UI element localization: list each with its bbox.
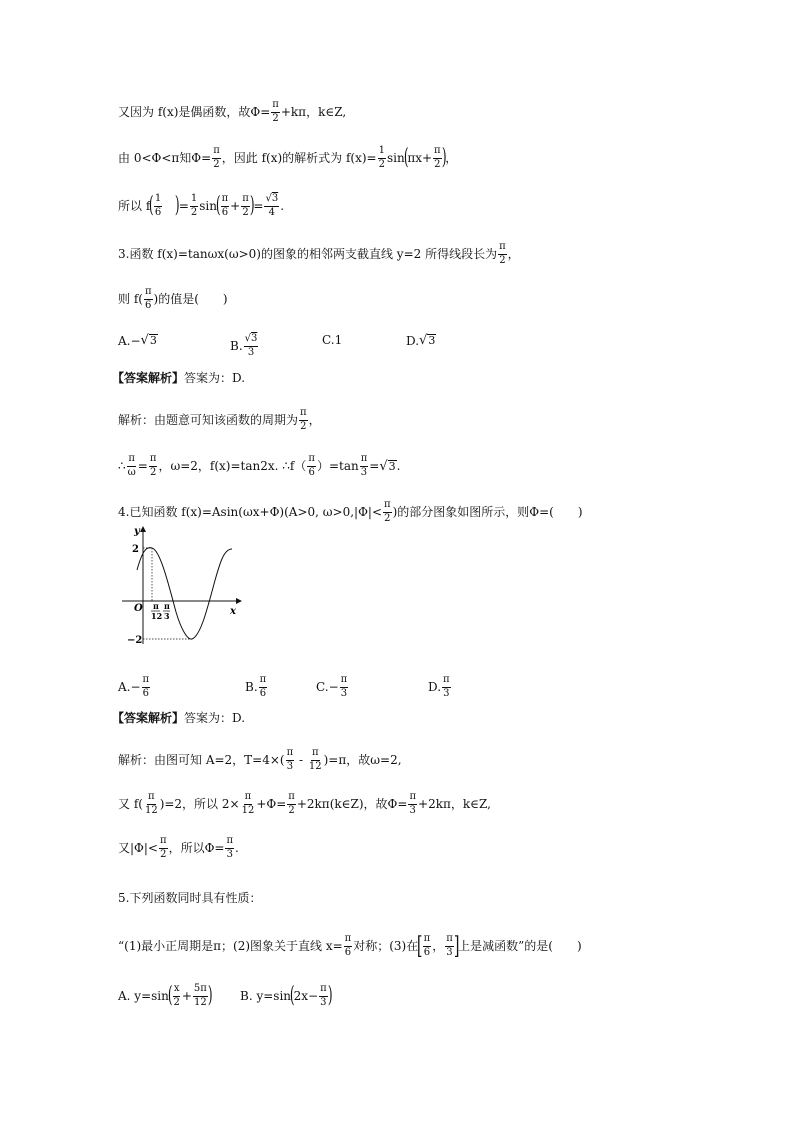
denominator: 12: [193, 996, 207, 1008]
text: D.: [406, 333, 420, 348]
right-paren: ): [441, 145, 447, 170]
denominator: 6: [308, 466, 315, 478]
question-3-cont: [118, 287, 228, 311]
solution-line-3: [118, 194, 284, 218]
fraction-pi-2: [271, 100, 280, 124]
denominator: 2: [173, 996, 180, 1008]
text: A. y=sin: [118, 989, 169, 1003]
text: 2x−: [293, 989, 319, 1003]
question-3-option-b: [230, 334, 259, 358]
denominator: 12: [241, 804, 255, 816]
left-bracket: [: [417, 932, 423, 960]
numerator: 5π: [193, 984, 208, 997]
fraction-pi-2: [241, 194, 250, 218]
text: .: [396, 459, 401, 473]
fraction-5pi-12: [193, 984, 208, 1008]
numerator: π: [383, 500, 392, 513]
text: +2kπ(k∈Z)，故Φ=: [296, 797, 408, 811]
text: ，ω=2，f(x)=tan2x. ∴f（: [158, 459, 307, 473]
right-paren: ): [207, 983, 213, 1008]
text: =: [253, 199, 264, 213]
fraction-pi-6: [221, 194, 230, 218]
numerator: π: [423, 934, 432, 947]
text: 4.已知函数 f(x)=Asin(ωx+Φ)(A>0, ω>0,|Φ|<: [118, 505, 383, 519]
denominator: 3: [443, 687, 450, 699]
text: C.1: [322, 333, 343, 347]
numerator: π: [433, 146, 442, 159]
denominator: 2: [384, 512, 391, 524]
text: 解析：由题意可知该函数的周期为: [118, 413, 299, 427]
numerator: √3: [244, 334, 259, 347]
numerator: √3: [264, 194, 279, 207]
denominator: 2: [434, 158, 441, 170]
sqrt: √ 3: [379, 458, 396, 474]
denominator: 2: [213, 158, 220, 170]
fraction-pi-3: [360, 454, 369, 478]
denominator: 2: [378, 158, 385, 170]
denominator: 2: [160, 848, 167, 860]
numerator: π: [221, 194, 230, 207]
denominator: 3: [409, 804, 416, 816]
text: sin: [199, 199, 217, 213]
solution-3-line-2: [118, 454, 400, 478]
fraction-pi-2: [159, 836, 168, 860]
denominator: 3: [446, 946, 453, 958]
right-paren: ): [175, 193, 180, 218]
text: B.: [230, 339, 243, 353]
denominator: 2: [242, 206, 249, 218]
text: +: [181, 989, 192, 1003]
fraction-pi-12: [144, 792, 159, 816]
denominator: 6: [344, 946, 352, 958]
fraction-pi-6: [307, 454, 316, 478]
denominator: ω: [127, 466, 136, 478]
fraction-pi-12: [308, 748, 323, 772]
numerator: π: [340, 675, 349, 688]
denominator: 2: [499, 254, 506, 266]
text: A.−: [118, 333, 141, 348]
question-4: [118, 500, 583, 524]
y-axis-arrow: [140, 526, 146, 532]
numerator: π: [271, 100, 280, 113]
text: =: [178, 199, 189, 213]
text: C.−: [316, 680, 339, 694]
question-4-option-b: [245, 675, 268, 699]
answer-3: [112, 372, 245, 384]
denominator: 3: [226, 848, 233, 860]
text: 解析：由图可知 A=2，T=4×(: [118, 753, 285, 767]
x-tick-pi3-num: π: [164, 601, 170, 611]
numerator: π: [244, 792, 253, 805]
solution-4-line-2: [118, 792, 491, 816]
text: 又|Φ|<: [118, 841, 158, 855]
question-3-option-a: [118, 334, 158, 347]
text: ，所以Φ=: [168, 841, 225, 855]
fraction-pi-12: [241, 792, 256, 816]
denominator: 6: [259, 687, 267, 699]
numerator: π: [159, 836, 168, 849]
x-tick-pi12-den: 12: [151, 611, 163, 621]
denominator: 3: [340, 687, 348, 699]
numerator: π: [344, 934, 353, 947]
fraction-1-2: [378, 146, 386, 170]
numerator: π: [127, 454, 136, 467]
origin-label: O: [134, 603, 143, 614]
fraction-1-2: [190, 194, 198, 218]
denominator: 6: [423, 946, 431, 958]
fraction-pi-3: [225, 836, 234, 860]
text: 所以 f: [118, 199, 151, 213]
text: )的部分图象如图所示，则Φ=( ): [392, 505, 583, 519]
right-paren: ): [249, 193, 255, 218]
left-paren: (: [289, 983, 295, 1008]
numerator: π: [212, 146, 221, 159]
sine-graph: [118, 522, 248, 652]
numerator: π: [360, 454, 369, 467]
text: -: [295, 753, 307, 767]
question-4-option-d: [428, 675, 452, 699]
denominator: 6: [221, 206, 229, 218]
text: ∴: [118, 459, 126, 473]
numerator: π: [149, 454, 158, 467]
numerator: π: [225, 836, 234, 849]
fraction-x-2: [172, 984, 180, 1008]
text: +kπ，k∈Z,: [280, 105, 347, 119]
denominator: 2: [288, 804, 295, 816]
denominator: 6: [145, 299, 152, 311]
x-label: x: [230, 606, 236, 617]
text: +: [230, 199, 241, 213]
x-tick-pi12-num: π: [153, 601, 159, 611]
numerator: 1: [190, 194, 198, 207]
text: )=π，故ω=2,: [323, 753, 402, 767]
denominator: 6: [154, 206, 162, 218]
y-label: y: [134, 526, 140, 537]
denominator: 4: [268, 206, 276, 218]
text: .: [280, 199, 285, 213]
text: 答案为：D.: [184, 371, 246, 385]
text: 上是减函数”的是( ): [458, 939, 582, 953]
denominator: 3: [286, 760, 294, 772]
fraction-pi-2: [212, 146, 221, 170]
sqrt: √ 3: [419, 333, 436, 348]
numerator: π: [286, 748, 295, 761]
numerator: π: [445, 934, 454, 947]
x-axis-arrow: [236, 598, 242, 604]
left-paren: (: [167, 983, 173, 1008]
left-paren: (: [215, 193, 221, 218]
text: ）=tan: [316, 459, 359, 473]
fraction-pi-6: [344, 934, 353, 958]
numerator: x: [173, 984, 181, 997]
fraction-pi-2: [383, 500, 392, 524]
fraction-1-6: [154, 194, 162, 218]
fraction-sqrt3-4: [264, 194, 279, 218]
numerator: π: [299, 408, 308, 421]
text: ，: [445, 151, 458, 165]
fraction-sqrt3-3: [244, 334, 259, 358]
solution-4-line-3: [118, 836, 239, 860]
denominator: 3: [247, 346, 255, 358]
sine-curve: [137, 548, 232, 639]
denominator: 2: [300, 420, 307, 432]
right-bracket: ]: [453, 932, 460, 960]
question-3-option-c: [322, 334, 342, 346]
question-5-option-a: [118, 984, 211, 1008]
text: 则 f(: [118, 292, 143, 306]
denominator: 6: [142, 687, 150, 699]
text: =: [369, 459, 380, 473]
denominator: 2: [149, 466, 157, 478]
solution-3-line-1: [118, 408, 321, 432]
question-4-option-c: [316, 675, 349, 699]
numerator: π: [311, 748, 320, 761]
question-5-properties: [118, 934, 582, 958]
numerator: π: [147, 792, 156, 805]
text: sin: [386, 151, 405, 165]
solution-line-2: [118, 146, 457, 170]
fraction-pi-2: [299, 408, 308, 432]
text: 由 0<Φ<π知Φ=: [118, 151, 212, 165]
radicand: 3: [251, 333, 258, 344]
answer-tag: 【答案解析】: [112, 371, 185, 385]
numerator: π: [241, 194, 250, 207]
numerator: π: [144, 287, 153, 300]
numerator: π: [307, 454, 316, 467]
question-5-option-b: [240, 984, 331, 1008]
numerator: π: [498, 242, 507, 255]
text: =: [137, 459, 148, 473]
numerator: π: [319, 984, 328, 997]
left-paren: (: [403, 145, 409, 170]
text: 又因为 f(x)是偶函数，故Φ=: [118, 105, 271, 119]
radicand: 3: [388, 459, 396, 473]
text: πx+: [407, 151, 433, 165]
fraction-pi-6: [144, 287, 153, 311]
denominator: 2: [272, 112, 279, 124]
radicand: 3: [428, 334, 436, 348]
text: 3.函数 f(x)=tanωx(ω>0)的图象的相邻两支截直线 y=2 所得线段长为: [118, 247, 498, 261]
numerator: 1: [154, 194, 162, 207]
y-tick-neg2: −2: [127, 635, 143, 646]
question-5: [118, 892, 261, 904]
fraction-pi-3: [286, 748, 295, 772]
denominator: 3: [360, 466, 368, 478]
denominator: 3: [320, 996, 327, 1008]
numerator: π: [259, 675, 268, 688]
text: 5.下列函数同时具有性质：: [118, 891, 262, 905]
numerator: π: [442, 675, 451, 688]
fraction-pi-6: [423, 934, 432, 958]
fraction-pi-omega: [127, 454, 137, 478]
fraction-pi-3: [445, 934, 454, 958]
radicand: 3: [271, 193, 279, 204]
text: )=2，所以 2×: [159, 797, 240, 811]
y-tick-2: 2: [132, 544, 139, 555]
answer-4: [112, 712, 245, 724]
text: “(1)最小正周期是π；(2)图象关于直线 x=: [118, 939, 343, 953]
text: B. y=sin: [240, 989, 292, 1003]
question-3: [118, 242, 520, 266]
text: B.: [245, 680, 258, 694]
numerator: 1: [378, 146, 386, 159]
question-3-option-d: [406, 334, 436, 347]
numerator: π: [142, 675, 151, 688]
text: A.−: [118, 680, 141, 694]
text: 答案为：D.: [184, 711, 246, 725]
text: ，: [507, 247, 520, 261]
text: 对称；(3)在: [353, 939, 419, 953]
left-paren: (: [149, 193, 154, 218]
fraction-pi-3: [442, 675, 451, 699]
sqrt: √ 3: [140, 333, 157, 348]
fraction-pi-2: [433, 146, 442, 170]
fraction-pi-2: [498, 242, 507, 266]
fraction-pi-3: [340, 675, 349, 699]
text: +2kπ，k∈Z,: [418, 797, 491, 811]
text: D.: [428, 680, 442, 694]
text: 又 f(: [118, 797, 143, 811]
denominator: 12: [308, 760, 322, 772]
denominator: 2: [190, 206, 198, 218]
fraction-pi-2: [287, 792, 296, 816]
question-4-option-a: [118, 675, 151, 699]
answer-tag: 【答案解析】: [112, 711, 185, 725]
text: .: [235, 841, 239, 855]
solution-line-1: [118, 100, 346, 124]
numerator: π: [408, 792, 417, 805]
text: ，因此 f(x)的解析式为 f(x)=: [221, 151, 377, 165]
text: ，: [308, 413, 321, 427]
text: ，: [432, 939, 445, 953]
fraction-pi-6: [259, 675, 268, 699]
right-paren: ): [327, 983, 333, 1008]
numerator: π: [287, 792, 296, 805]
x-tick-pi3-den: 3: [164, 611, 170, 621]
fraction-pi-6: [142, 675, 151, 699]
fraction-pi-3: [319, 984, 328, 1008]
fraction-pi-2: [149, 454, 158, 478]
fraction-pi-3: [408, 792, 417, 816]
radicand: 3: [149, 334, 157, 348]
text: +Φ=: [256, 797, 287, 811]
text: )的值是( ): [153, 292, 228, 306]
solution-4-line-1: [118, 748, 402, 772]
denominator: 12: [144, 804, 158, 816]
